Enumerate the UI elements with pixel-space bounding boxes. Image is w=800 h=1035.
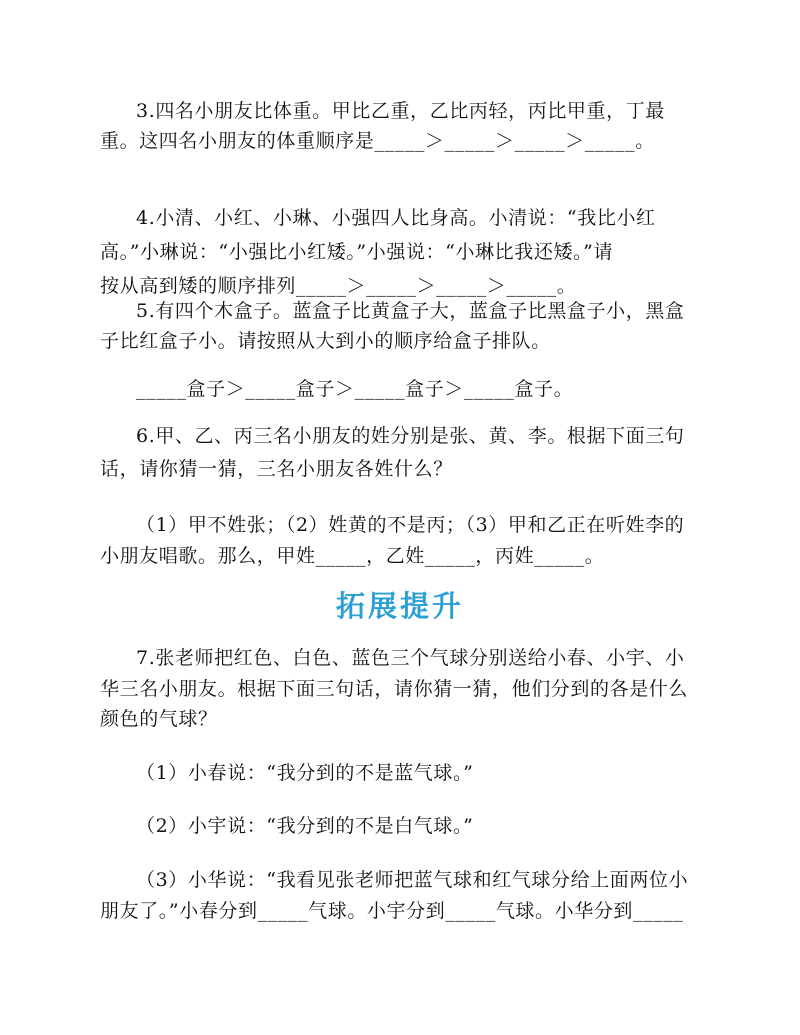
- q5-line-2: 子比红盒子小。请按照从大到小的顺序给盒子排队。: [100, 330, 551, 352]
- q6-conditions-line-2: 小朋友唱歌。那么，甲姓_____，乙姓_____，丙姓_____。: [100, 545, 605, 567]
- q3-line-2: 重。这四名小朋友的体重顺序是_____＞_____＞_____＞_____。: [100, 130, 655, 152]
- q7-clue-1: （1）小春说：“我分到的不是蓝气球。”: [136, 762, 474, 784]
- q4-line-2: 高。”小琳说：“小强比小红矮。”小强说：“小琳比我还矮。”请: [100, 241, 614, 263]
- q6-line-2: 话，请你猜一猜，三名小朋友各姓什么？: [100, 458, 453, 480]
- q5-line-1: 5.有四个木盒子。蓝盒子比黄盒子大，蓝盒子比黑盒子小，黑盒: [136, 300, 685, 322]
- q3-line-1: 3.四名小朋友比体重。甲比乙重，乙比丙轻，丙比甲重，丁最: [136, 100, 665, 122]
- q7-line-1: 7.张老师把红色、白色、蓝色三个气球分别送给小春、小宇、小: [136, 647, 685, 669]
- q7-line-2: 华三名小朋友。根据下面三句话，请你猜一猜，他们分到的各是什么: [100, 678, 689, 700]
- section-heading: 拓展提升: [335, 589, 464, 623]
- q6-line-1: 6.甲、乙、丙三名小朋友的姓分别是张、黄、李。根据下面三句: [136, 425, 685, 447]
- q6-conditions-line-1: （1）甲不姓张；（2）姓黄的不是丙；（3）甲和乙正在听姓李的: [136, 514, 685, 536]
- q7-line-3: 颜色的气球？: [100, 708, 218, 730]
- q7-clue-2: （2）小宇说：“我分到的不是白气球。”: [136, 815, 474, 837]
- q4-line-1: 4.小清、小红、小琳、小强四人比身高。小清说：“我比小红: [136, 207, 656, 229]
- q7-clue-3-line-1: （3）小华说：“我看见张老师把蓝气球和红气球分给上面两位小: [136, 869, 689, 891]
- q4-line-3: 按从高到矮的顺序排列_____＞_____＞_____＞_____。: [100, 275, 577, 297]
- q7-clue-3-line-2: 朋友了。”小春分到_____气球。小宇分到_____气球。小华分到_____: [100, 900, 684, 922]
- q5-blanks-line: _____盒子＞_____盒子＞_____盒子＞_____盒子。: [136, 378, 574, 400]
